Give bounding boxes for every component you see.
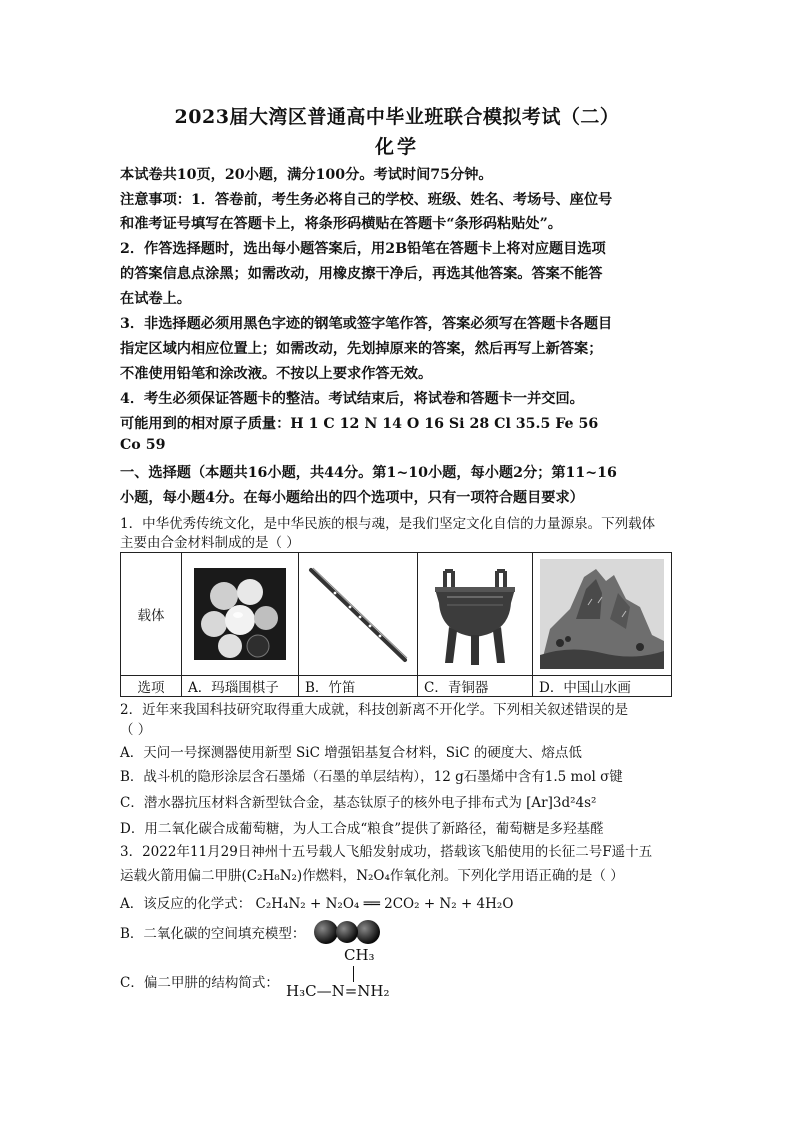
q3-stem-text-2: 作燃料， (302, 868, 357, 884)
q3-stem-line-1: 3．2022年11月29日神州十五号载人飞船发射成功，搭载该飞船使用的长征二号F遥十五 (120, 844, 653, 860)
note-1-line-2: 和准考证号填写在答题卡上，将条形码横贴在答题卡“条形码粘贴处”。 (120, 216, 562, 232)
q1-stem-line-2: 主要由合金材料制成的是（ ） (120, 535, 300, 551)
q3-stem-line-2 (120, 864, 624, 884)
note-2-line-2: 的答案信息点涂黑；如需改动，用橡皮擦干净后，再选其他答案。答案不能答 (120, 266, 603, 282)
note-3-line-3: 不准使用铅笔和涂改液。不按以上要求作答无效。 (120, 366, 433, 382)
structure-bond-vertical (353, 966, 354, 982)
q1-option-c: C．青铜器 (418, 676, 533, 697)
q3-option-a (120, 892, 513, 912)
note-1-line-1: 注意事项：1．答卷前，考生务必将自己的学校、班级、姓名、考场号、座位号 (120, 192, 613, 208)
q3-option-c-text: C．偏二甲肼的结构简式： (120, 975, 279, 991)
section-heading-line-1: 一、选择题（本题共16小题，共44分。第1~10小题，每小题2分；第11~16 (120, 465, 617, 481)
structure-methyl-top: CH₃ (344, 946, 375, 964)
landscape-painting-icon (540, 559, 664, 669)
q3-stem-text-3: 作氧化剂。下列化学用语正确的是（ ） (389, 868, 624, 884)
option-row-label: 选项 (121, 676, 182, 697)
note-3-line-1: 3．非选择题必须用黑色字迹的钢笔或签字笔作答，答案必须写在答题卡各题目 (120, 316, 613, 332)
structure-main-chain: H₃C—N=NH₂ (286, 982, 390, 1000)
carrier-image-bamboo-flute (299, 553, 418, 676)
q1-carrier-table (120, 552, 672, 697)
q2-stem-line-2: （ ） (120, 722, 152, 738)
section-heading-line-2: 小题，每小题4分。在每小题给出的四个选项中，只有一项符合题目要求） (120, 490, 584, 506)
q2-option-c-text: C．潜水器抗压材料含新型钛合金，基态钛原子的核外电子排布式为 (120, 795, 522, 811)
q3-option-b-text: B．二氧化碳的空间填充模型： (120, 926, 306, 942)
note-2-line-3: 在试卷上。 (120, 291, 191, 307)
note-4: 4．考生必须保证答题卡的整洁。考试结束后，将试卷和答题卡一并交回。 (120, 391, 584, 407)
note-2-line-1: 2．作答选择题时，选出每小题答案后，用2B铅笔在答题卡上将对应题目选项 (120, 241, 606, 257)
q2-option-d: D．用二氧化碳合成葡萄糖，为人工合成“粮食”提供了新路径，葡萄糖是多羟基醛 (120, 821, 604, 837)
carrier-row-label: 载体 (121, 553, 182, 676)
agate-go-stones-icon (194, 568, 286, 660)
atomic-mass-line-2: Co 59 (120, 437, 166, 453)
exam-title: 2023届大湾区普通高中毕业班联合模拟考试（二） (174, 106, 620, 128)
q3-option-a-text: A．该反应的化学式： (120, 896, 252, 912)
carrier-image-landscape-painting (533, 553, 672, 676)
exam-info: 本试卷共10页，20小题，满分100分。考试时间75分钟。 (120, 167, 493, 183)
bronze-ding-icon (427, 561, 523, 667)
q2-option-c (120, 791, 596, 811)
q1-option-b: B．竹笛 (299, 676, 418, 697)
carrier-image-agate-go-stones (182, 553, 299, 676)
q1-option-a: A．玛瑙围棋子 (182, 676, 299, 697)
carrier-image-bronze-ding (418, 553, 533, 676)
q3-stem-text-1: 运载火箭用偏二甲肼 (120, 868, 242, 884)
atomic-mass-line-1: 可能用到的相对原子质量：H 1 C 12 N 14 O 16 Si 28 Cl 35.5 Fe 56 (120, 416, 599, 432)
q1-option-d: D．中国山水画 (533, 676, 672, 697)
bamboo-flute-icon (305, 564, 411, 664)
q3-option-b (120, 922, 305, 942)
q2-option-b: B．战斗机的隐形涂层含石墨烯（石墨的单层结构），12 g石墨烯中含有1.5 mol σ键 (120, 769, 623, 785)
q2-stem-line-1: 2．近年来我国科技研究取得重大成就，科技创新离不开化学。下列相关叙述错误的是 (120, 702, 629, 718)
q3-option-c (120, 971, 279, 991)
q3-oxidizer-formula: N₂O₄ (356, 868, 390, 884)
q2-option-c-formula: [Ar]3d²4s² (526, 795, 597, 811)
co2-space-filling-model-icon (312, 918, 382, 946)
note-3-line-2: 指定区域内相应位置上；如需改动，先划掉原来的答案，然后再写上新答案； (120, 341, 603, 357)
q3-fuel-formula: (C₂H₈N₂) (241, 868, 303, 884)
q2-option-a: A．天问一号探测器使用新型 SiC 增强铝基复合材料，SiC 的硬度大、熔点低 (120, 745, 582, 761)
subject-title: 化学 (374, 136, 419, 158)
q3-option-a-equation: C₂H₄N₂ + N₂O₄ ══ 2CO₂ + N₂ + 4H₂O (255, 896, 514, 912)
q1-stem-line-1: 1．中华优秀传统文化，是中华民族的根与魂，是我们坚定文化自信的力量源泉。下列载体 (120, 516, 656, 532)
